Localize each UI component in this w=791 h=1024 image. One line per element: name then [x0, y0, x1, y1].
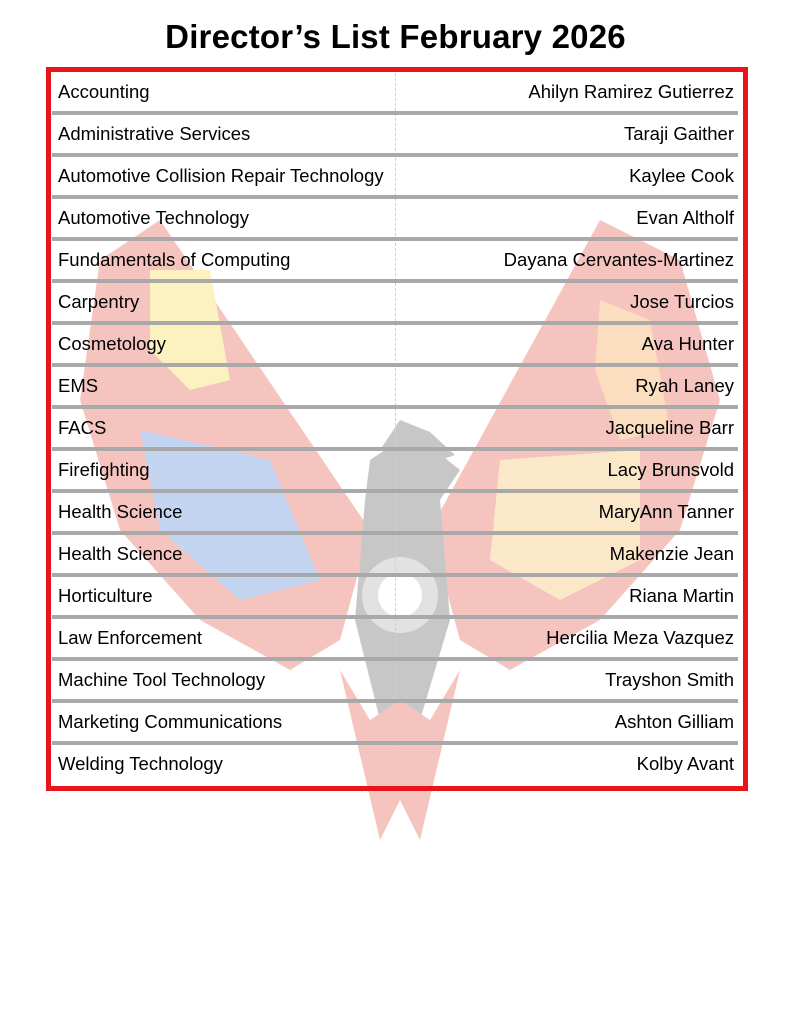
directors-list-table: [52, 73, 738, 783]
table-row: [52, 745, 738, 783]
program-cell: Health Science: [58, 543, 183, 564]
table-row: [52, 535, 738, 577]
table-row: [52, 115, 738, 157]
program-cell: Accounting: [58, 81, 150, 102]
program-cell: Automotive Collision Repair Technology: [58, 165, 384, 186]
student-name-cell: Hercilia Meza Vazquez: [546, 627, 734, 648]
program-cell: EMS: [58, 375, 99, 396]
program-cell: Carpentry: [58, 291, 140, 312]
table-row: [52, 73, 738, 115]
program-cell: Machine Tool Technology: [58, 669, 266, 690]
student-name-cell: Taraji Gaither: [623, 123, 734, 144]
student-name-cell: Evan Altholf: [636, 207, 734, 228]
program-cell: Administrative Services: [58, 123, 251, 144]
student-name-cell: Kolby Avant: [636, 753, 734, 774]
student-name-cell: Ava Hunter: [641, 333, 734, 354]
student-name-cell: Dayana Cervantes-Martinez: [503, 249, 734, 270]
table-row: [52, 577, 738, 619]
page-title: Director’s List February 2026: [165, 18, 626, 55]
program-cell: Cosmetology: [58, 333, 166, 354]
program-cell: Automotive Technology: [58, 207, 249, 228]
table-row: [52, 367, 738, 409]
table-row: [52, 199, 738, 241]
table-row: [52, 619, 738, 661]
table-row: [52, 325, 738, 367]
program-cell: Marketing Communications: [58, 711, 283, 732]
student-name-cell: Riana Martin: [629, 585, 734, 606]
student-name-cell: Lacy Brunsvold: [607, 459, 734, 480]
program-cell: Fundamentals of Computing: [58, 249, 291, 270]
program-cell: Health Science: [58, 501, 183, 522]
table-row: [52, 409, 738, 451]
table-row: [52, 157, 738, 199]
student-name-cell: Ahilyn Ramirez Gutierrez: [528, 81, 734, 102]
student-name-cell: MaryAnn Tanner: [598, 501, 734, 522]
student-name-cell: Trayshon Smith: [605, 669, 734, 690]
student-name-cell: Makenzie Jean: [609, 543, 734, 564]
table-row: [52, 241, 738, 283]
table-row: [52, 703, 738, 745]
program-cell: FACS: [58, 417, 107, 438]
program-cell: Law Enforcement: [58, 627, 202, 648]
program-cell: Welding Technology: [58, 753, 223, 774]
table-row: [52, 493, 738, 535]
program-cell: Horticulture: [58, 585, 153, 606]
student-name-cell: Jose Turcios: [630, 291, 734, 312]
student-name-cell: Ryah Laney: [635, 375, 734, 396]
program-cell: Firefighting: [58, 459, 150, 480]
table-row: [52, 661, 738, 703]
table-row: [52, 451, 738, 493]
student-name-cell: Ashton Gilliam: [614, 711, 734, 732]
student-name-cell: Kaylee Cook: [629, 165, 734, 186]
table-row: [52, 283, 738, 325]
student-name-cell: Jacqueline Barr: [605, 417, 734, 438]
